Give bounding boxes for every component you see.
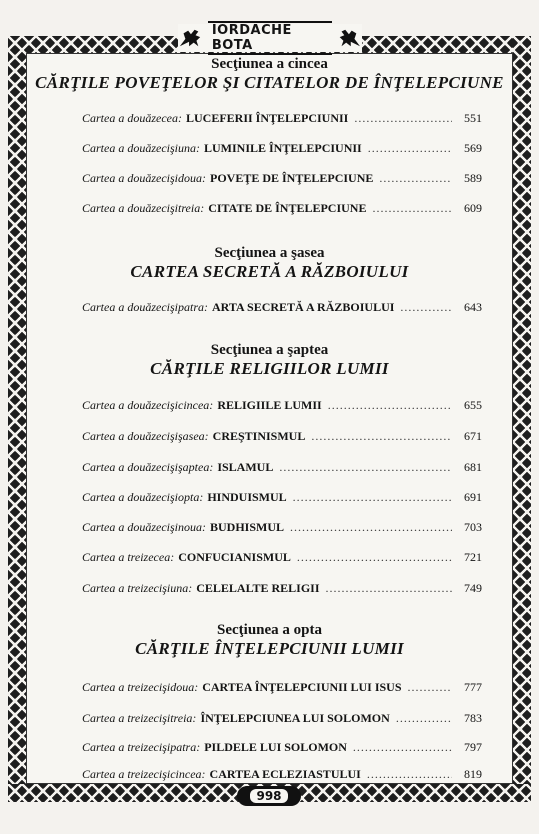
page-ref: 609 (464, 201, 482, 215)
leader-dots (379, 171, 452, 186)
book-number: Cartea a treizecişiuna: (82, 581, 193, 595)
leader-dots (354, 111, 452, 126)
page-ref: 721 (464, 550, 482, 564)
ornamental-border-left (8, 36, 26, 802)
leader-dots (293, 490, 452, 505)
book-title: ARTA SECRETĂ A RĂZBOIULUI (212, 300, 395, 314)
book-title: CREŞTINISMUL (212, 429, 306, 443)
book-number: Cartea a douăzecişitreia: (82, 201, 205, 215)
page-ref: 589 (464, 171, 482, 185)
toc-entry (82, 680, 482, 696)
leader-dots (290, 520, 452, 535)
section-7-title: CĂRŢILE RELIGIILOR LUMII (150, 359, 389, 378)
book-title: POVEŢE DE ÎNŢELEPCIUNE (210, 171, 374, 185)
leader-dots (396, 711, 452, 726)
toc-entry (82, 429, 482, 445)
book-number: Cartea a douăzecea: (82, 111, 182, 125)
leader-dots (408, 680, 452, 695)
leader-dots (311, 429, 452, 444)
book-number: Cartea a treizecişitreia: (82, 711, 197, 725)
book-number: Cartea a douăzecişicincea: (82, 398, 214, 412)
book-number: Cartea a treizecişidoua: (82, 680, 199, 694)
book-number: Cartea a douăzecişişaptea: (82, 460, 214, 474)
page-ref: 777 (464, 680, 482, 694)
leader-dots (372, 201, 452, 216)
toc-entry (82, 740, 482, 756)
book-number: Cartea a douăzecişiopta: (82, 490, 204, 504)
leader-dots (279, 460, 452, 475)
section-6-label: Secţiunea a şasea (214, 245, 325, 261)
toc-entry (82, 300, 482, 316)
page-ref: 749 (464, 581, 482, 595)
toc-entry (82, 141, 482, 157)
book-title: LUMINILE ÎNŢELEPCIUNII (204, 141, 362, 155)
page-content-frame (26, 53, 513, 784)
toc-entry (82, 460, 482, 476)
leader-dots (328, 398, 452, 413)
book-title: CITATE DE ÎNŢELEPCIUNE (208, 201, 367, 215)
book-title: CELELALTE RELIGII (196, 581, 320, 595)
page-number: 998 (250, 789, 287, 803)
leader-dots (353, 740, 452, 755)
toc-entry (82, 711, 482, 727)
ornamental-border-right (513, 36, 531, 802)
book-title: LUCEFERII ÎNŢELEPCIUNII (185, 111, 349, 125)
page-ref: 703 (464, 520, 482, 534)
page-ref: 681 (464, 460, 482, 474)
book-title: HINDUISMUL (207, 490, 287, 504)
book-title: RELIGIILE LUMII (217, 398, 322, 412)
page-ref: 569 (464, 141, 482, 155)
toc-entry (82, 767, 482, 783)
page-number-badge (237, 786, 301, 806)
book-title: ISLAMUL (217, 460, 274, 474)
section-8-label: Secţiunea a opta (217, 622, 322, 638)
book-number: Cartea a treizecişicincea: (82, 767, 206, 781)
griffin-left-icon (178, 25, 204, 51)
page-ref: 783 (464, 711, 482, 725)
book-number: Cartea a treizecea: (82, 550, 175, 564)
section-5-title: CĂRŢILE POVEŢELOR ŞI CITATELOR DE ÎNŢELEPCIUNE (35, 73, 504, 92)
running-header (178, 24, 362, 52)
book-title: CARTEA ECLEZIASTULUI (209, 767, 361, 781)
toc-entry (82, 520, 482, 536)
leader-dots (297, 550, 452, 565)
book-number: Cartea a douăzecişinoua: (82, 520, 206, 534)
book-title: CONFUCIANISMUL (178, 550, 291, 564)
book-title: CARTEA ÎNŢELEPCIUNII LUI ISUS (202, 680, 402, 694)
page-ref: 819 (464, 767, 482, 781)
page-ref: 551 (464, 111, 482, 125)
book-number: Cartea a douăzecişidoua: (82, 171, 206, 185)
page-ref: 655 (464, 398, 482, 412)
toc-entry (82, 201, 482, 217)
page-ref: 797 (464, 740, 482, 754)
section-7-label: Secţiunea a şaptea (210, 342, 329, 358)
book-number: Cartea a treizecişipatra: (82, 740, 201, 754)
page-ref: 671 (464, 429, 482, 443)
toc-entry (82, 581, 482, 597)
section-6-title: CARTEA SECRETĂ A RĂZBOIULUI (130, 262, 409, 281)
page-ref: 691 (464, 490, 482, 504)
leader-dots (368, 141, 452, 156)
toc-entry (82, 398, 482, 414)
book-title: ÎNŢELEPCIUNEA LUI SOLOMON (200, 711, 390, 725)
toc-entry (82, 171, 482, 187)
section-8-title: CĂRŢILE ÎNŢELEPCIUNII LUMII (135, 639, 404, 658)
book-number: Cartea a douăzecişipatra: (82, 300, 208, 314)
toc-entry (82, 111, 482, 127)
leader-dots (400, 300, 452, 315)
leader-dots (326, 581, 453, 596)
book-title: BUDHISMUL (210, 520, 285, 534)
book-number: Cartea a douăzecişiuna: (82, 141, 200, 155)
griffin-right-icon (336, 25, 362, 51)
leader-dots (367, 767, 452, 782)
section-5-label: Secţiunea a cincea (211, 56, 328, 72)
toc-entry (82, 550, 482, 566)
book-title: PILDELE LUI SOLOMON (204, 740, 347, 754)
page-ref: 643 (464, 300, 482, 314)
book-number: Cartea a douăzecişişasea: (82, 429, 209, 443)
author-name: IORDACHE BOTA (208, 21, 332, 55)
toc-entry (82, 490, 482, 506)
